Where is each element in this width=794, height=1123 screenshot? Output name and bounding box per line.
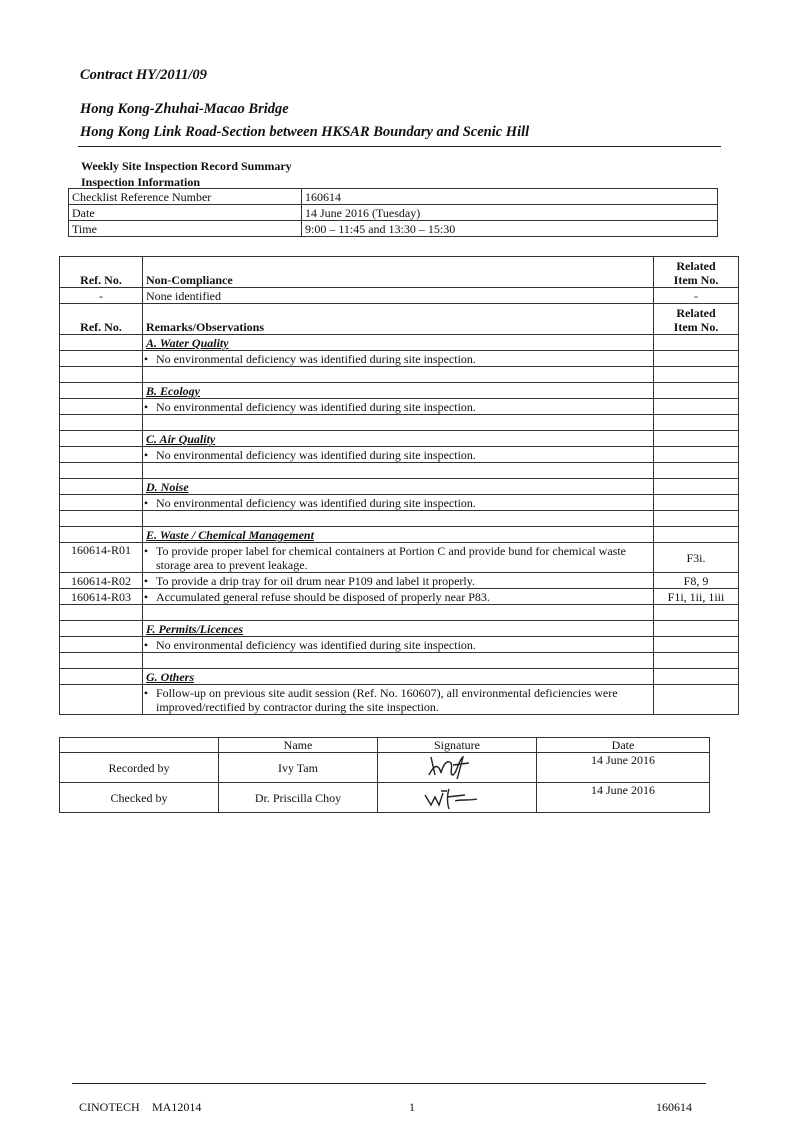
noncompliance-header: Non-Compliance — [143, 257, 654, 288]
signoff-role: Checked by — [60, 783, 219, 813]
blank-row — [60, 415, 739, 431]
observation-ref: 160614-R01 — [60, 543, 143, 573]
footer-company: CINOTECH — [79, 1100, 140, 1114]
handwritten-signature-icon — [417, 753, 497, 779]
observation-item: F3i. — [654, 543, 739, 573]
section-title: G. Others — [143, 669, 654, 685]
section-g-row — [60, 685, 739, 715]
footer-ref: 160614 — [656, 1100, 692, 1114]
inspection-info-table — [68, 188, 718, 237]
section-d-row — [60, 495, 739, 511]
signoff-row-recorded — [60, 753, 710, 783]
observation-text: • Follow-up on previous site audit session (Ref. No. 160607), all environmental deficiencies were improved/rectified by contractor during the site inspection. — [143, 685, 654, 715]
observation-text: • No environmental deficiency was identified during site inspection. — [143, 399, 654, 415]
section-title: B. Ecology — [143, 383, 654, 399]
footer-rule — [72, 1083, 706, 1084]
blank-row — [60, 511, 739, 527]
blank-row — [60, 367, 739, 383]
section-b-row — [60, 399, 739, 415]
related-item-header: Related Item No. — [654, 304, 739, 335]
footer-code: MA12014 — [152, 1100, 202, 1114]
signoff-date: 14 June 2016 — [537, 753, 710, 783]
signature-checked — [378, 783, 537, 813]
observation-text: • Accumulated general refuse should be disposed of properly near P83. — [143, 589, 654, 605]
name-header: Name — [219, 738, 378, 753]
page-number: 1 — [409, 1100, 415, 1114]
signoff-header-row — [60, 738, 710, 753]
section-f-row — [60, 637, 739, 653]
section-e-row-r01 — [60, 543, 739, 573]
info-title: Inspection Information — [81, 175, 201, 189]
section-f-title-row — [60, 621, 739, 637]
section-title: A. Water Quality — [143, 335, 654, 351]
project-title-line1: Hong Kong-Zhuhai-Macao Bridge — [80, 101, 289, 117]
signoff-role: Recorded by — [60, 753, 219, 783]
header-rule — [78, 146, 721, 147]
info-row-date — [69, 205, 718, 221]
section-title: F. Permits/Licences — [143, 621, 654, 637]
observation-text: • No environmental deficiency was identified during site inspection. — [143, 495, 654, 511]
observation-table — [59, 256, 739, 715]
blank-row — [60, 463, 739, 479]
observation-item: F8, 9 — [654, 573, 739, 589]
info-label: Checklist Reference Number — [69, 189, 302, 205]
section-d-title-row — [60, 479, 739, 495]
remarks-header: Remarks/Observations — [143, 304, 654, 335]
observation-item: F1i, 1ii, 1iii — [654, 589, 739, 605]
noncompliance-desc: None identified — [143, 288, 654, 304]
signature-header: Signature — [378, 738, 537, 753]
info-value: 160614 — [302, 189, 718, 205]
info-label: Time — [69, 221, 302, 237]
section-title: D. Noise — [143, 479, 654, 495]
observation-ref: 160614-R03 — [60, 589, 143, 605]
section-e-title-row — [60, 527, 739, 543]
ref-header: Ref. No. — [60, 257, 143, 288]
section-e-row-r02 — [60, 573, 739, 589]
remarks-header-row — [60, 304, 739, 335]
signoff-date: 14 June 2016 — [537, 783, 710, 813]
section-a-row — [60, 351, 739, 367]
info-row-checklist — [69, 189, 718, 205]
noncompliance-ref: - — [60, 288, 143, 304]
date-header: Date — [537, 738, 710, 753]
observation-text: • No environmental deficiency was identified during site inspection. — [143, 637, 654, 653]
noncompliance-item: - — [654, 288, 739, 304]
observation-text: • No environmental deficiency was identified during site inspection. — [143, 351, 654, 367]
signoff-name: Ivy Tam — [219, 753, 378, 783]
section-c-row — [60, 447, 739, 463]
info-value: 14 June 2016 (Tuesday) — [302, 205, 718, 221]
section-title: C. Air Quality — [143, 431, 654, 447]
section-g-title-row — [60, 669, 739, 685]
project-title-line2: Hong Kong Link Road-Section between HKSAR Boundary and Scenic Hill — [80, 124, 530, 140]
signoff-row-checked — [60, 783, 710, 813]
blank-row — [60, 605, 739, 621]
signature-recorded — [378, 753, 537, 783]
section-title: E. Waste / Chemical Management — [143, 527, 654, 543]
section-c-title-row — [60, 431, 739, 447]
summary-title: Weekly Site Inspection Record Summary — [81, 159, 292, 173]
observation-text: • To provide a drip tray for oil drum near P109 and label it properly. — [143, 573, 654, 589]
info-row-time — [69, 221, 718, 237]
related-item-header: Related Item No. — [654, 257, 739, 288]
blank-row — [60, 653, 739, 669]
section-b-title-row — [60, 383, 739, 399]
noncompliance-row — [60, 288, 739, 304]
signoff-table — [59, 737, 710, 813]
observation-text: • To provide proper label for chemical containers at Portion C and provide bund for chemical waste storage area to prevent leakage. — [143, 543, 654, 573]
observation-ref: 160614-R02 — [60, 573, 143, 589]
section-e-row-r03 — [60, 589, 739, 605]
section-a-title-row — [60, 335, 739, 351]
noncompliance-header-row — [60, 257, 739, 288]
info-label: Date — [69, 205, 302, 221]
observation-text: • No environmental deficiency was identified during site inspection. — [143, 447, 654, 463]
ref-header: Ref. No. — [60, 304, 143, 335]
info-value: 9:00 – 11:45 and 13:30 – 15:30 — [302, 221, 718, 237]
contract-title: Contract HY/2011/09 — [80, 67, 207, 83]
handwritten-signature-icon — [417, 783, 497, 809]
signoff-name: Dr. Priscilla Choy — [219, 783, 378, 813]
